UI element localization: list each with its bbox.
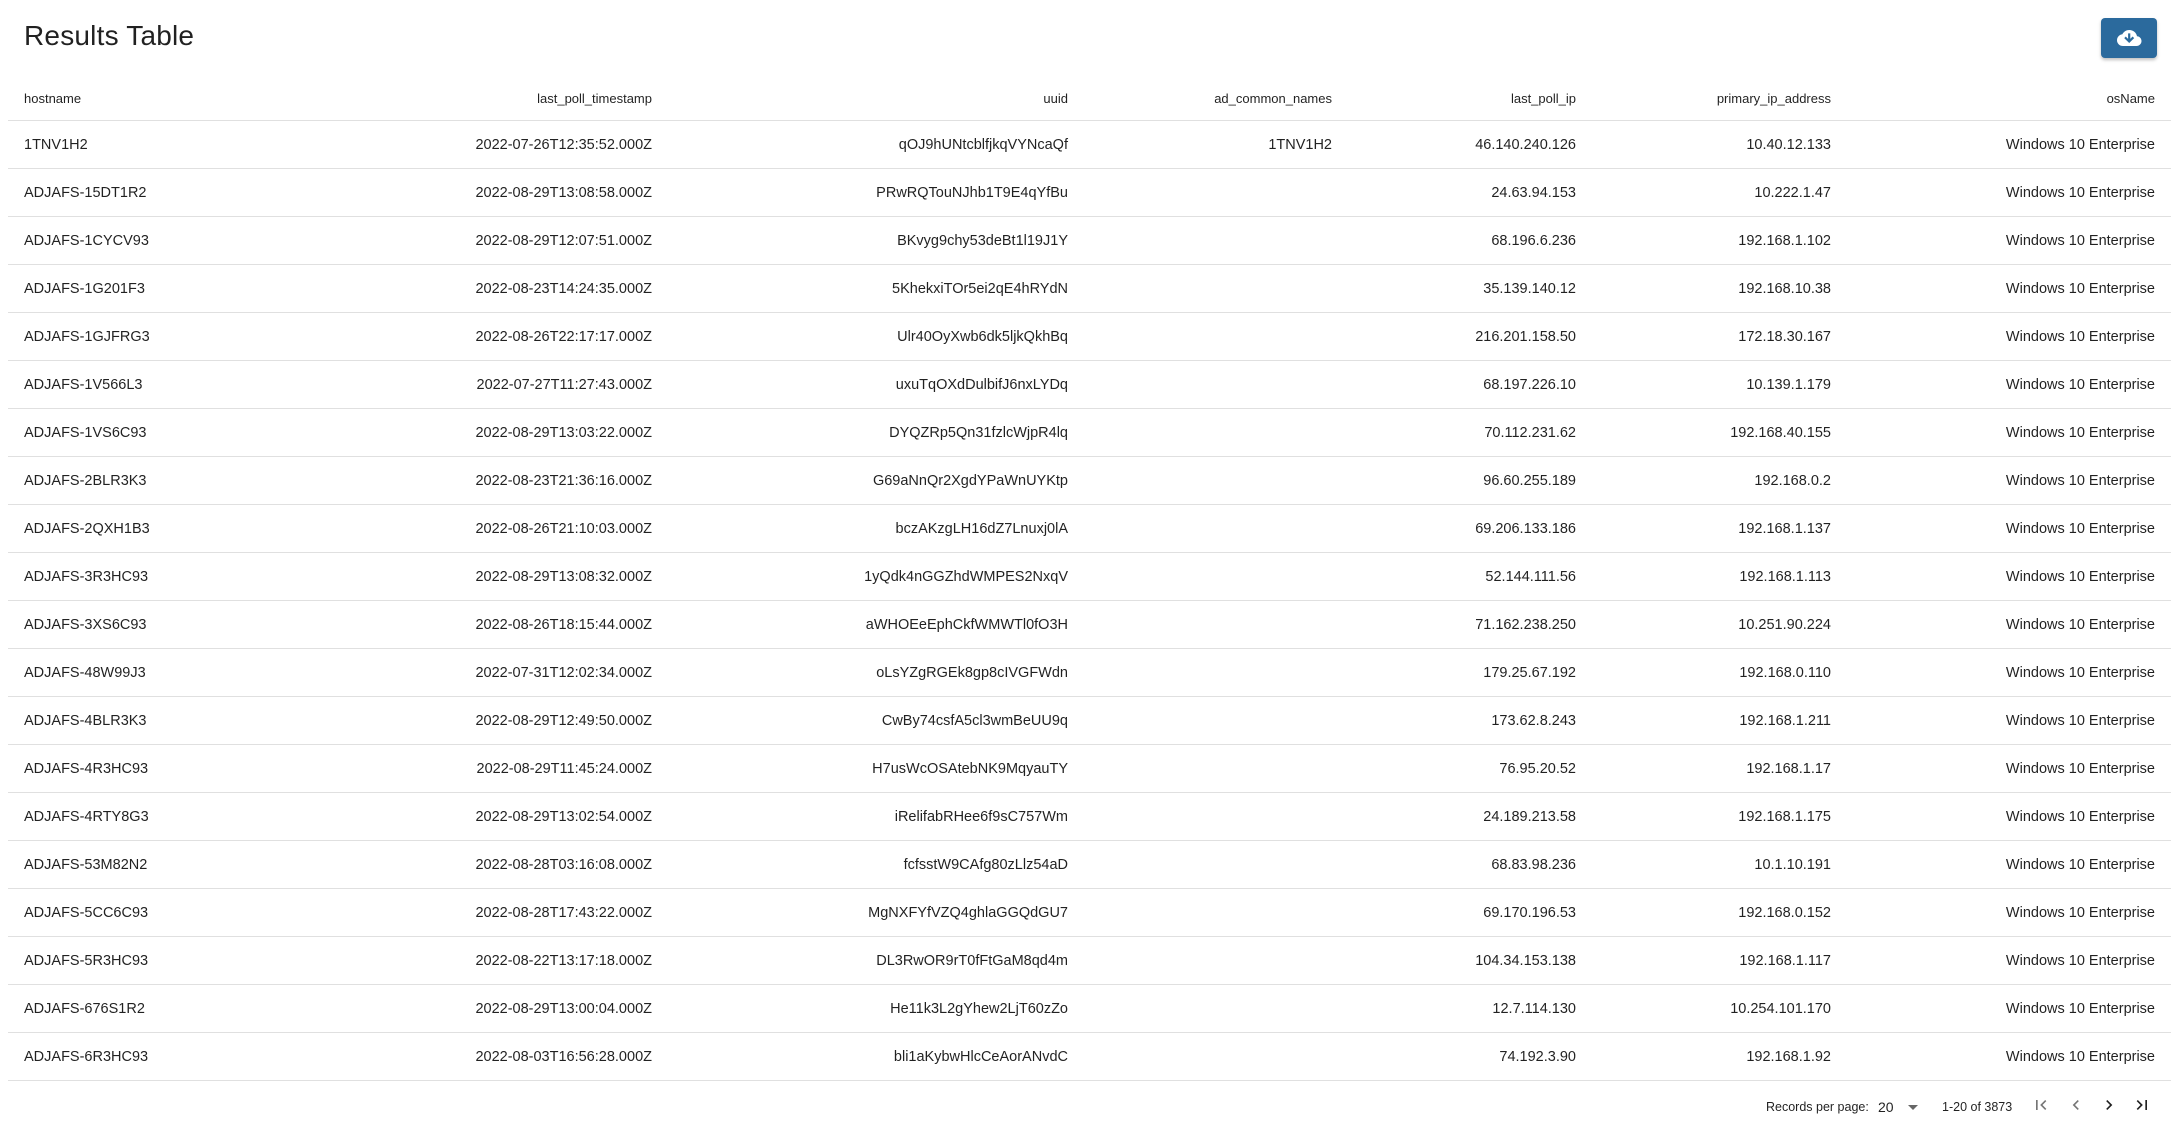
- table-row[interactable]: [8, 745, 2171, 793]
- cell-primary-ip-address: 10.40.12.133: [1592, 121, 1847, 169]
- cell-hostname: ADJAFS-1GJFRG3: [8, 313, 158, 361]
- cell-last-poll-ip: 52.144.111.56: [1348, 553, 1592, 601]
- cell-osname: Windows 10 Enterprise: [1847, 553, 2171, 601]
- table-row[interactable]: [8, 409, 2171, 457]
- cell-last-poll-ip: 24.63.94.153: [1348, 169, 1592, 217]
- cell-primary-ip-address: 10.251.90.224: [1592, 601, 1847, 649]
- cell-ad-common-names: [1084, 649, 1348, 697]
- cell-primary-ip-address: 192.168.1.113: [1592, 553, 1847, 601]
- table-row[interactable]: [8, 889, 2171, 937]
- table-row[interactable]: [8, 313, 2171, 361]
- table-row[interactable]: [8, 985, 2171, 1033]
- cell-primary-ip-address: 10.139.1.179: [1592, 361, 1847, 409]
- cell-last-poll-ip: 216.201.158.50: [1348, 313, 1592, 361]
- cloud-download-icon: [2116, 28, 2142, 48]
- cell-hostname: ADJAFS-1V566L3: [8, 361, 158, 409]
- page-title: Results Table: [24, 20, 195, 51]
- column-header-primary-ip-address[interactable]: primary_ip_address: [1592, 76, 1847, 121]
- cell-last-poll-ip: 70.112.231.62: [1348, 409, 1592, 457]
- cell-osname: Windows 10 Enterprise: [1847, 121, 2171, 169]
- cell-ad-common-names: [1084, 1033, 1348, 1081]
- cell-hostname: ADJAFS-2QXH1B3: [8, 505, 158, 553]
- cell-ad-common-names: [1084, 745, 1348, 793]
- table-row[interactable]: [8, 841, 2171, 889]
- cell-primary-ip-address: 192.168.1.17: [1592, 745, 1847, 793]
- cell-uuid: DL3RwOR9rT0fFtGaM8qd4m: [668, 937, 1084, 985]
- next-page-button[interactable]: [2096, 1093, 2122, 1119]
- cell-hostname: 1TNV1H2: [8, 121, 158, 169]
- cell-osname: Windows 10 Enterprise: [1847, 889, 2171, 937]
- column-header-uuid[interactable]: uuid: [668, 76, 1084, 121]
- cell-uuid: CwBy74csfA5cl3wmBeUU9q: [668, 697, 1084, 745]
- table-row[interactable]: [8, 265, 2171, 313]
- records-per-page-value: 20: [1878, 1099, 1894, 1115]
- cell-last-poll-ip: 179.25.67.192: [1348, 649, 1592, 697]
- column-header-ad-common-names[interactable]: ad_common_names: [1084, 76, 1348, 121]
- cell-hostname: ADJAFS-53M82N2: [8, 841, 158, 889]
- cell-ad-common-names: [1084, 217, 1348, 265]
- cell-hostname: ADJAFS-1G201F3: [8, 265, 158, 313]
- first-page-button[interactable]: [2028, 1093, 2054, 1119]
- cell-hostname: ADJAFS-2BLR3K3: [8, 457, 158, 505]
- cell-last-poll-ip: 69.170.196.53: [1348, 889, 1592, 937]
- table-row[interactable]: [8, 697, 2171, 745]
- cell-last-poll-timestamp: 2022-08-26T22:17:17.000Z: [158, 313, 668, 361]
- cell-uuid: G69aNnQr2XgdYPaWnUYKtp: [668, 457, 1084, 505]
- cell-ad-common-names: [1084, 265, 1348, 313]
- cell-hostname: ADJAFS-15DT1R2: [8, 169, 158, 217]
- cell-uuid: 5KhekxiTOr5ei2qE4hRYdN: [668, 265, 1084, 313]
- cell-ad-common-names: [1084, 505, 1348, 553]
- cell-osname: Windows 10 Enterprise: [1847, 793, 2171, 841]
- cell-last-poll-timestamp: 2022-08-29T11:45:24.000Z: [158, 745, 668, 793]
- cell-uuid: bli1aKybwHlcCeAorANvdC: [668, 1033, 1084, 1081]
- cell-primary-ip-address: 192.168.40.155: [1592, 409, 1847, 457]
- pagination-bar: [0, 1088, 2179, 1124]
- cell-ad-common-names: [1084, 697, 1348, 745]
- table-row[interactable]: [8, 1033, 2171, 1081]
- cell-primary-ip-address: 192.168.1.102: [1592, 217, 1847, 265]
- cell-last-poll-timestamp: 2022-08-22T13:17:18.000Z: [158, 937, 668, 985]
- cell-hostname: ADJAFS-4BLR3K3: [8, 697, 158, 745]
- cell-osname: Windows 10 Enterprise: [1847, 217, 2171, 265]
- cell-osname: Windows 10 Enterprise: [1847, 1033, 2171, 1081]
- cell-uuid: Ulr40OyXwb6dk5ljkQkhBq: [668, 313, 1084, 361]
- download-button[interactable]: [2101, 18, 2157, 58]
- cell-last-poll-timestamp: 2022-08-29T12:49:50.000Z: [158, 697, 668, 745]
- cell-last-poll-timestamp: 2022-08-23T21:36:16.000Z: [158, 457, 668, 505]
- cell-hostname: ADJAFS-676S1R2: [8, 985, 158, 1033]
- cell-last-poll-timestamp: 2022-08-29T13:00:04.000Z: [158, 985, 668, 1033]
- cell-uuid: uxuTqOXdDulbifJ6nxLYDq: [668, 361, 1084, 409]
- cell-hostname: ADJAFS-48W99J3: [8, 649, 158, 697]
- cell-last-poll-ip: 96.60.255.189: [1348, 457, 1592, 505]
- cell-last-poll-timestamp: 2022-07-26T12:35:52.000Z: [158, 121, 668, 169]
- cell-hostname: ADJAFS-3R3HC93: [8, 553, 158, 601]
- cell-hostname: ADJAFS-1VS6C93: [8, 409, 158, 457]
- cell-last-poll-timestamp: 2022-08-26T21:10:03.000Z: [158, 505, 668, 553]
- cell-uuid: H7usWcOSAtebNK9MqyauTY: [668, 745, 1084, 793]
- cell-last-poll-ip: 69.206.133.186: [1348, 505, 1592, 553]
- cell-osname: Windows 10 Enterprise: [1847, 361, 2171, 409]
- records-per-page-select[interactable]: [1878, 1095, 1918, 1119]
- cell-uuid: aWHOEeEphCkfWMWTl0fO3H: [668, 601, 1084, 649]
- cell-primary-ip-address: 172.18.30.167: [1592, 313, 1847, 361]
- table-row[interactable]: [8, 937, 2171, 985]
- cell-osname: Windows 10 Enterprise: [1847, 313, 2171, 361]
- cell-primary-ip-address: 10.1.10.191: [1592, 841, 1847, 889]
- cell-last-poll-ip: 35.139.140.12: [1348, 265, 1592, 313]
- cell-primary-ip-address: 192.168.1.211: [1592, 697, 1847, 745]
- cell-uuid: PRwRQTouNJhb1T9E4qYfBu: [668, 169, 1084, 217]
- cell-primary-ip-address: 192.168.0.2: [1592, 457, 1847, 505]
- cell-uuid: MgNXFYfVZQ4ghlaGGQdGU7: [668, 889, 1084, 937]
- cell-ad-common-names: [1084, 457, 1348, 505]
- cell-hostname: ADJAFS-1CYCV93: [8, 217, 158, 265]
- cell-last-poll-timestamp: 2022-08-03T16:56:28.000Z: [158, 1033, 668, 1081]
- cell-osname: Windows 10 Enterprise: [1847, 841, 2171, 889]
- cell-hostname: ADJAFS-4R3HC93: [8, 745, 158, 793]
- results-table: [8, 76, 2171, 1081]
- table-row[interactable]: [8, 169, 2171, 217]
- column-header-last-poll-ip[interactable]: last_poll_ip: [1348, 76, 1592, 121]
- cell-last-poll-timestamp: 2022-08-28T17:43:22.000Z: [158, 889, 668, 937]
- cell-last-poll-ip: 24.189.213.58: [1348, 793, 1592, 841]
- cell-last-poll-ip: 12.7.114.130: [1348, 985, 1592, 1033]
- cell-osname: Windows 10 Enterprise: [1847, 409, 2171, 457]
- column-header-osname[interactable]: osName: [1847, 76, 2171, 121]
- cell-last-poll-timestamp: 2022-08-23T14:24:35.000Z: [158, 265, 668, 313]
- cell-ad-common-names: [1084, 985, 1348, 1033]
- cell-last-poll-ip: 68.196.6.236: [1348, 217, 1592, 265]
- cell-last-poll-timestamp: 2022-08-26T18:15:44.000Z: [158, 601, 668, 649]
- column-header-last-poll-timestamp[interactable]: last_poll_timestamp: [158, 76, 668, 121]
- cell-osname: Windows 10 Enterprise: [1847, 265, 2171, 313]
- table-row[interactable]: [8, 601, 2171, 649]
- previous-page-button[interactable]: [2063, 1093, 2089, 1119]
- chevron-right-icon: [2099, 1095, 2119, 1118]
- cell-osname: Windows 10 Enterprise: [1847, 985, 2171, 1033]
- cell-ad-common-names: [1084, 553, 1348, 601]
- cell-hostname: ADJAFS-3XS6C93: [8, 601, 158, 649]
- cell-primary-ip-address: 192.168.1.117: [1592, 937, 1847, 985]
- table-row[interactable]: [8, 793, 2171, 841]
- table-row[interactable]: [8, 553, 2171, 601]
- cell-uuid: bczAKzgLH16dZ7Lnuxj0lA: [668, 505, 1084, 553]
- cell-ad-common-names: [1084, 889, 1348, 937]
- cell-hostname: ADJAFS-4RTY8G3: [8, 793, 158, 841]
- cell-last-poll-ip: 68.83.98.236: [1348, 841, 1592, 889]
- column-header-hostname[interactable]: hostname: [8, 76, 158, 121]
- cell-uuid: oLsYZgRGEk8gp8cIVGFWdn: [668, 649, 1084, 697]
- cell-ad-common-names: [1084, 361, 1348, 409]
- cell-osname: Windows 10 Enterprise: [1847, 697, 2171, 745]
- cell-primary-ip-address: 10.222.1.47: [1592, 169, 1847, 217]
- cell-last-poll-ip: 76.95.20.52: [1348, 745, 1592, 793]
- cell-last-poll-timestamp: 2022-08-29T13:08:58.000Z: [158, 169, 668, 217]
- cell-hostname: ADJAFS-5R3HC93: [8, 937, 158, 985]
- cell-primary-ip-address: 192.168.0.110: [1592, 649, 1847, 697]
- cell-last-poll-ip: 71.162.238.250: [1348, 601, 1592, 649]
- cell-hostname: ADJAFS-5CC6C93: [8, 889, 158, 937]
- cell-primary-ip-address: 192.168.1.137: [1592, 505, 1847, 553]
- cell-osname: Windows 10 Enterprise: [1847, 601, 2171, 649]
- cell-last-poll-timestamp: 2022-07-31T12:02:34.000Z: [158, 649, 668, 697]
- cell-last-poll-ip: 173.62.8.243: [1348, 697, 1592, 745]
- cell-ad-common-names: 1TNV1H2: [1084, 121, 1348, 169]
- cell-uuid: 1yQdk4nGGZhdWMPES2NxqV: [668, 553, 1084, 601]
- cell-hostname: ADJAFS-6R3HC93: [8, 1033, 158, 1081]
- cell-osname: Windows 10 Enterprise: [1847, 457, 2171, 505]
- last-page-button[interactable]: [2129, 1093, 2155, 1119]
- cell-ad-common-names: [1084, 409, 1348, 457]
- chevron-left-icon: [2066, 1095, 2086, 1118]
- cell-last-poll-ip: 104.34.153.138: [1348, 937, 1592, 985]
- table-header-row: [8, 76, 2171, 121]
- cell-primary-ip-address: 192.168.1.175: [1592, 793, 1847, 841]
- cell-primary-ip-address: 10.254.101.170: [1592, 985, 1847, 1033]
- cell-ad-common-names: [1084, 937, 1348, 985]
- cell-last-poll-ip: 68.197.226.10: [1348, 361, 1592, 409]
- cell-last-poll-timestamp: 2022-08-28T03:16:08.000Z: [158, 841, 668, 889]
- cell-last-poll-timestamp: 2022-08-29T12:07:51.000Z: [158, 217, 668, 265]
- cell-last-poll-timestamp: 2022-08-29T13:03:22.000Z: [158, 409, 668, 457]
- table-row[interactable]: [8, 457, 2171, 505]
- table-row[interactable]: [8, 361, 2171, 409]
- cell-uuid: BKvyg9chy53deBt1l19J1Y: [668, 217, 1084, 265]
- cell-uuid: DYQZRp5Qn31fzlcWjpR4lq: [668, 409, 1084, 457]
- cell-uuid: He11k3L2gYhew2LjT60zZo: [668, 985, 1084, 1033]
- cell-ad-common-names: [1084, 601, 1348, 649]
- table-header: [8, 76, 2171, 121]
- cell-last-poll-ip: 74.192.3.90: [1348, 1033, 1592, 1081]
- cell-ad-common-names: [1084, 793, 1348, 841]
- cell-last-poll-timestamp: 2022-07-27T11:27:43.000Z: [158, 361, 668, 409]
- cell-uuid: qOJ9hUNtcblfjkqVYNcaQf: [668, 121, 1084, 169]
- cell-ad-common-names: [1084, 169, 1348, 217]
- table-body: [8, 121, 2171, 1081]
- cell-ad-common-names: [1084, 841, 1348, 889]
- cell-osname: Windows 10 Enterprise: [1847, 745, 2171, 793]
- dropdown-caret-icon: [1908, 1105, 1918, 1110]
- cell-last-poll-ip: 46.140.240.126: [1348, 121, 1592, 169]
- table-row[interactable]: [8, 505, 2171, 553]
- cell-uuid: fcfsstW9CAfg80zLlz54aD: [668, 841, 1084, 889]
- cell-osname: Windows 10 Enterprise: [1847, 505, 2171, 553]
- cell-primary-ip-address: 192.168.1.92: [1592, 1033, 1847, 1081]
- cell-ad-common-names: [1084, 313, 1348, 361]
- cell-uuid: iRelifabRHee6f9sC757Wm: [668, 793, 1084, 841]
- cell-last-poll-timestamp: 2022-08-29T13:02:54.000Z: [158, 793, 668, 841]
- cell-osname: Windows 10 Enterprise: [1847, 169, 2171, 217]
- cell-osname: Windows 10 Enterprise: [1847, 937, 2171, 985]
- cell-last-poll-timestamp: 2022-08-29T13:08:32.000Z: [158, 553, 668, 601]
- table-row[interactable]: [8, 121, 2171, 169]
- first-page-icon: [2031, 1095, 2051, 1118]
- page-range-text: 1-20 of 3873: [1942, 1100, 2013, 1114]
- page-header: [0, 0, 2179, 78]
- table-row[interactable]: [8, 217, 2171, 265]
- cell-primary-ip-address: 192.168.10.38: [1592, 265, 1847, 313]
- table-row[interactable]: [8, 649, 2171, 697]
- records-per-page-label: Records per page:: [1766, 1100, 1869, 1114]
- cell-primary-ip-address: 192.168.0.152: [1592, 889, 1847, 937]
- cell-osname: Windows 10 Enterprise: [1847, 649, 2171, 697]
- last-page-icon: [2132, 1095, 2152, 1118]
